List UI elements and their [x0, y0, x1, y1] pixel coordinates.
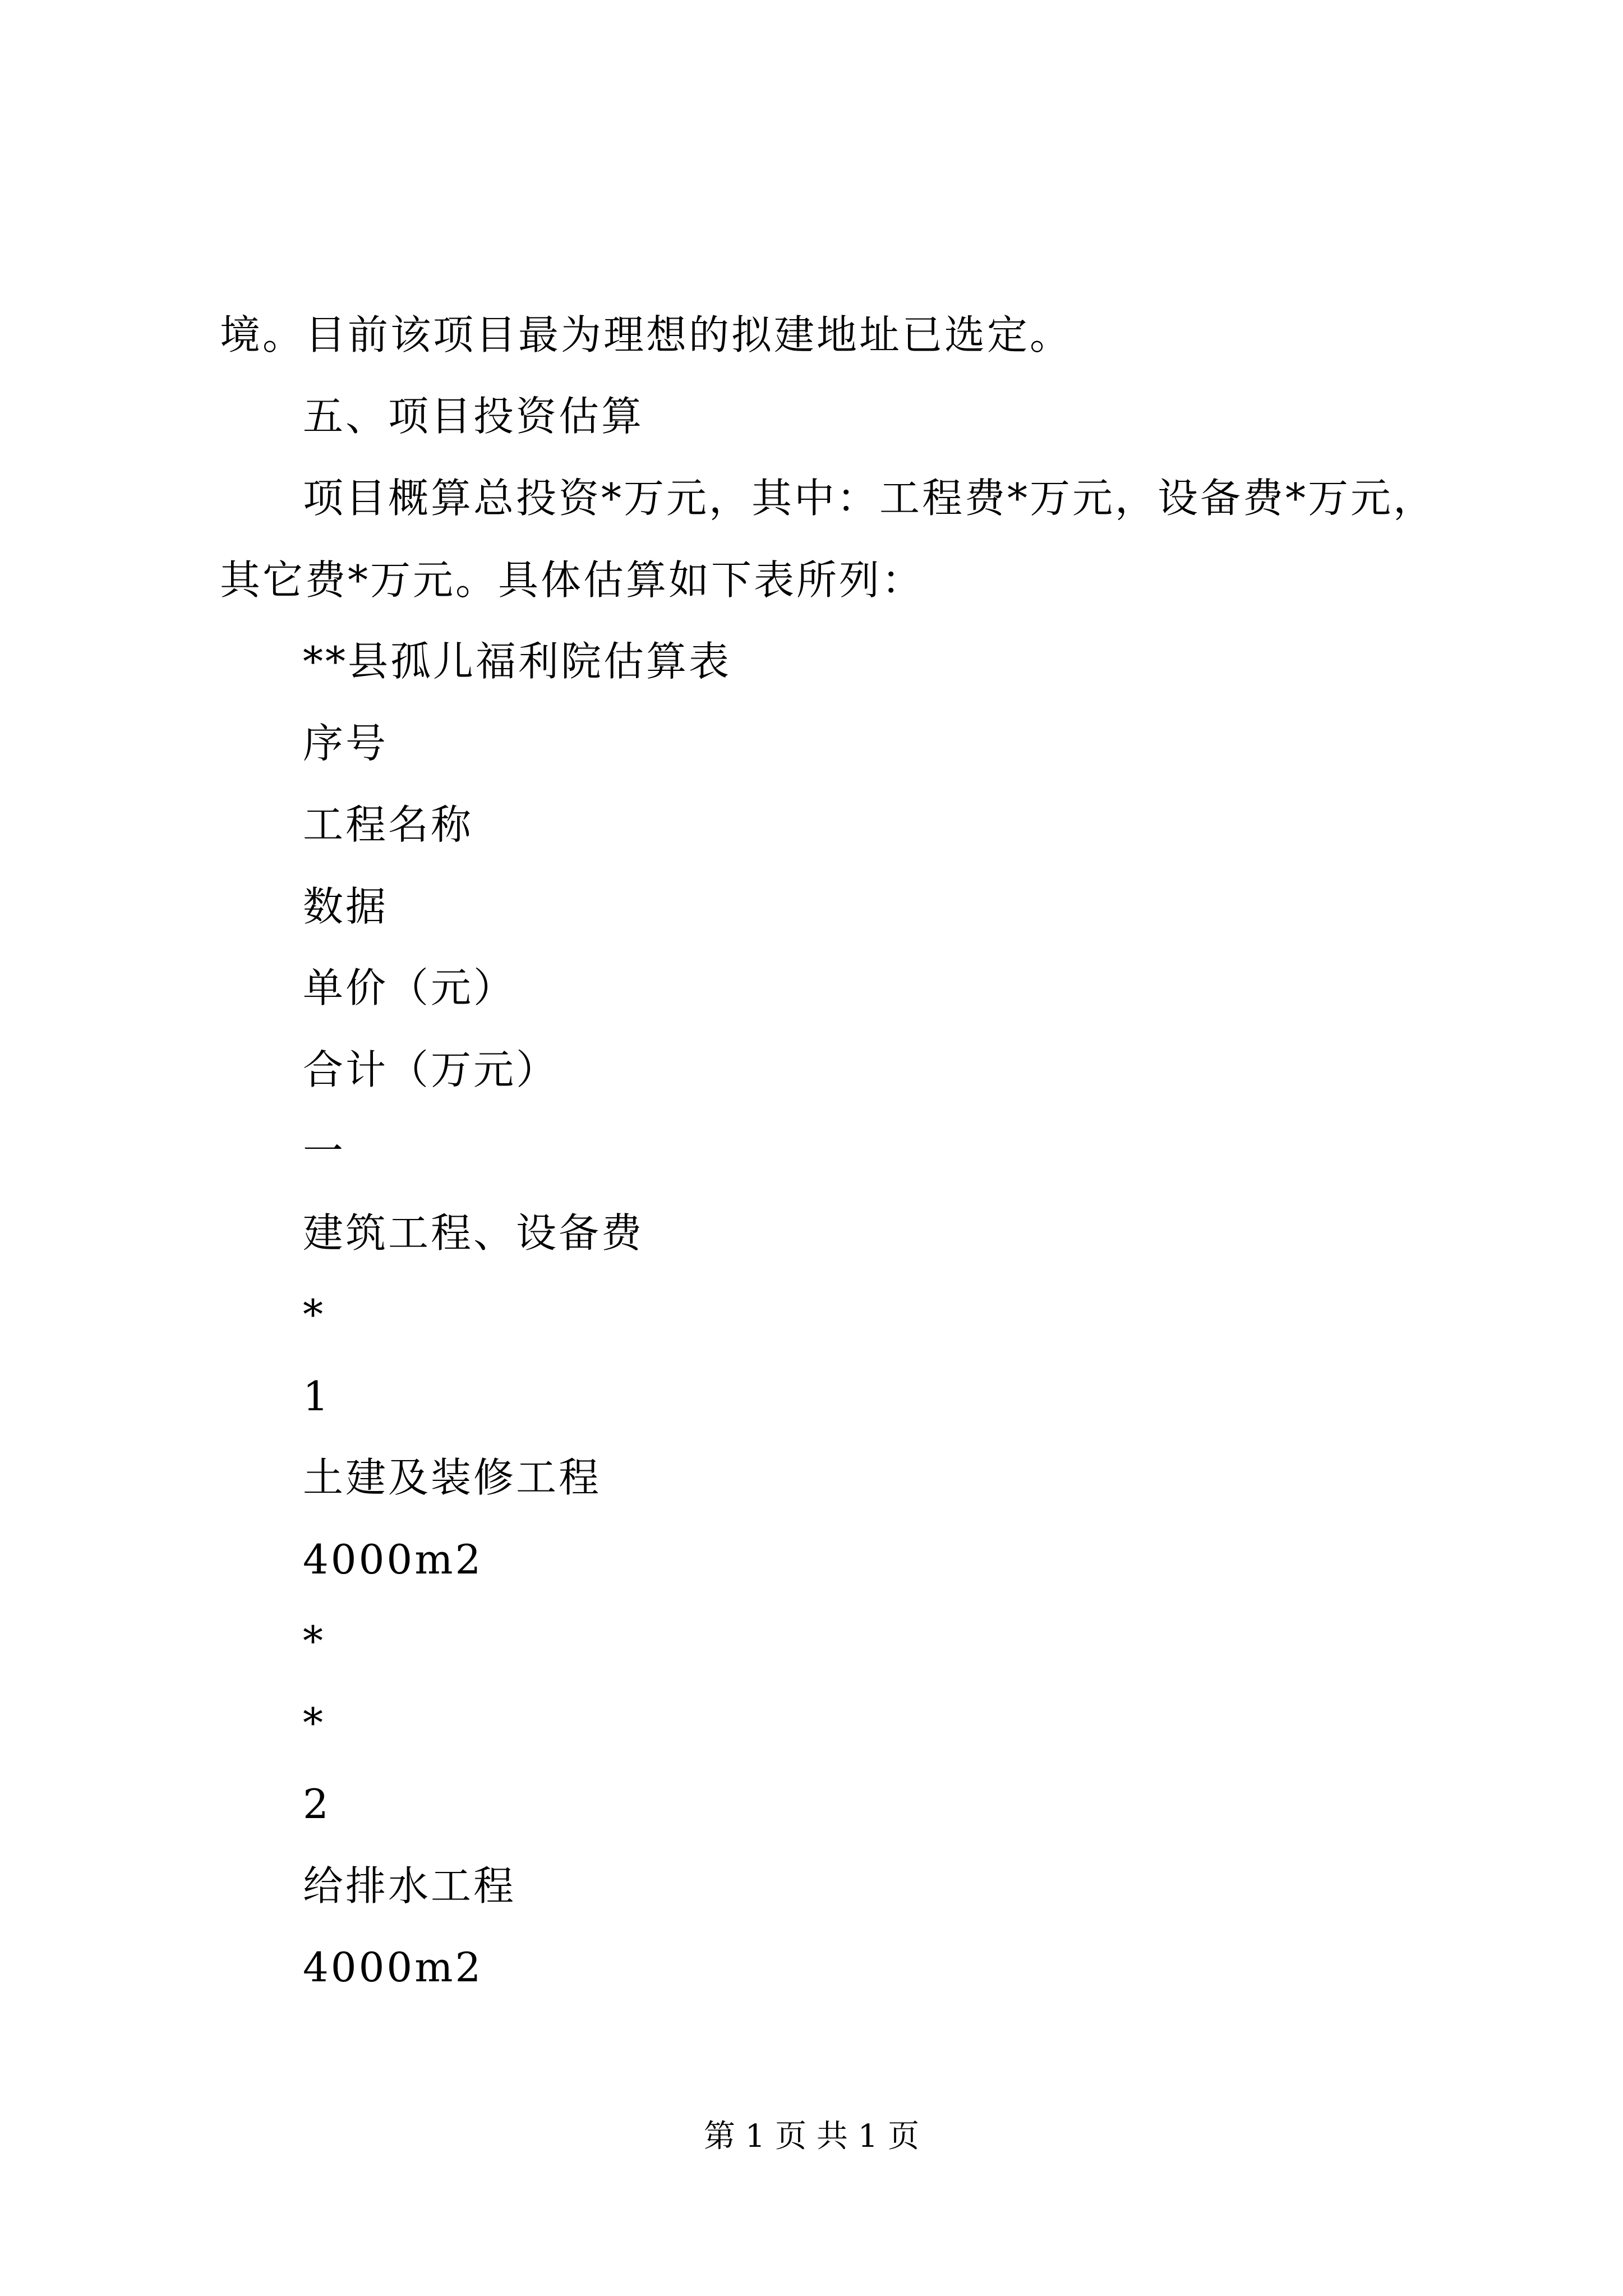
table-cell: 建筑工程、设备费	[303, 1209, 644, 1257]
table-cell: 土建及装修工程	[303, 1454, 602, 1501]
table-cell: *	[303, 1617, 325, 1664]
table-header-cell: 工程名称	[303, 801, 474, 848]
table-cell: *	[303, 1291, 325, 1338]
paragraph-line: 其它费*万元。具体估算如下表所列：	[220, 556, 925, 604]
table-title: **县孤儿福利院估算表	[303, 638, 732, 685]
table-cell: 1	[303, 1373, 331, 1420]
table-cell: 一	[303, 1128, 346, 1175]
table-header-cell: 数据	[303, 883, 389, 930]
table-cell: *	[303, 1699, 325, 1746]
table-cell: 4000m2	[303, 1536, 483, 1583]
page-footer: 第 1 页 共 1 页	[703, 2118, 920, 2155]
table-header-cell: 合计（万元）	[303, 1046, 559, 1093]
table-cell: 2	[303, 1780, 331, 1828]
table-cell: 4000m2	[303, 1944, 483, 1991]
table-header-cell: 序号	[303, 720, 389, 767]
paragraph-line: 境。目前该项目最为理想的拟建地址已选定。	[220, 311, 1073, 358]
table-header-cell: 单价（元）	[303, 964, 517, 1011]
paragraph-line: 项目概算总投资*万元，其中：工程费*万元，设备费*万元，	[303, 475, 1436, 522]
table-cell: 给排水工程	[303, 1862, 517, 1910]
section-heading: 五、项目投资估算	[303, 393, 644, 440]
